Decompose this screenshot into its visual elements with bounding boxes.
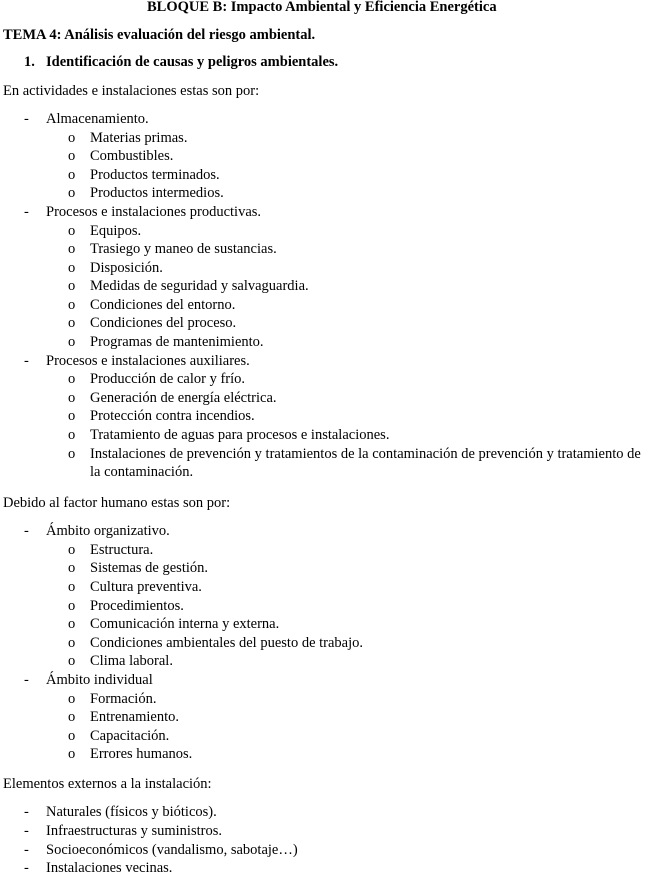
bullet-marker: o [68, 691, 76, 707]
section-number: 1. [24, 54, 35, 70]
dash-marker: - [24, 860, 29, 876]
bullet-marker: o [68, 616, 76, 632]
group-label-individual: Ámbito individual [46, 672, 153, 688]
list-item: Infraestructuras y suministros. [46, 823, 222, 839]
list-item: Productos intermedios. [90, 185, 224, 201]
bullet-marker: o [68, 542, 76, 558]
bullet-marker: o [68, 728, 76, 744]
bullet-marker: o [68, 334, 76, 350]
section-title: Identificación de causas y peligros ambientales. [46, 54, 339, 70]
bullet-marker: o [68, 560, 76, 576]
list-item: Protección contra incendios. [90, 408, 255, 424]
bullet-marker: o [68, 635, 76, 651]
dash-marker: - [24, 204, 29, 220]
list-item: Condiciones ambientales del puesto de trabajo. [90, 635, 364, 651]
bullet-marker: o [68, 408, 76, 424]
intro-activities: En actividades e instalaciones estas son por: [3, 83, 260, 99]
list-item: Instalaciones vecinas. [46, 860, 173, 876]
group-label-production: Procesos e instalaciones productivas. [46, 204, 262, 220]
bullet-marker: o [68, 148, 76, 164]
bullet-marker: o [68, 446, 76, 462]
bullet-marker: o [68, 709, 76, 725]
bullet-marker: o [68, 371, 76, 387]
list-item: Tratamiento de aguas para procesos e instalaciones. [90, 427, 390, 443]
bullet-marker: o [68, 241, 76, 257]
list-item: Condiciones del proceso. [90, 315, 237, 331]
bullet-marker: o [68, 260, 76, 276]
list-item: Socioeconómicos (vandalismo, sabotaje…) [46, 842, 298, 858]
list-item: Naturales (físicos y bióticos). [46, 804, 217, 820]
bullet-marker: o [68, 185, 76, 201]
group-label-auxiliary: Procesos e instalaciones auxiliares. [46, 353, 250, 369]
list-item: Producción de calor y frío. [90, 371, 246, 387]
list-item: Estructura. [90, 542, 154, 558]
dash-marker: - [24, 842, 29, 858]
list-item: Disposición. [90, 260, 163, 276]
list-item: Instalaciones de prevención y tratamientos de la contaminación de prevención y tratamiento de [90, 446, 641, 462]
list-item: Generación de energía eléctrica. [90, 390, 277, 406]
list-item: Productos terminados. [90, 167, 220, 183]
list-item: Procedimientos. [90, 598, 184, 614]
list-item: Comunicación interna y externa. [90, 616, 280, 632]
dash-marker: - [24, 804, 29, 820]
bullet-marker: o [68, 223, 76, 239]
dash-marker: - [24, 523, 29, 539]
bullet-marker: o [68, 315, 76, 331]
bullet-marker: o [68, 579, 76, 595]
list-item: Combustibles. [90, 148, 174, 164]
bullet-marker: o [68, 598, 76, 614]
bullet-marker: o [68, 427, 76, 443]
bullet-marker: o [68, 746, 76, 762]
list-item-continuation: la contaminación. [90, 464, 194, 480]
bullet-marker: o [68, 130, 76, 146]
list-item: Condiciones del entorno. [90, 297, 236, 313]
list-item: Entrenamiento. [90, 709, 179, 725]
list-item: Materias primas. [90, 130, 188, 146]
list-item: Formación. [90, 691, 157, 707]
intro-external: Elementos externos a la instalación: [3, 776, 212, 792]
bullet-marker: o [68, 297, 76, 313]
dash-marker: - [24, 353, 29, 369]
list-item: Trasiego y maneo de sustancias. [90, 241, 277, 257]
list-item: Capacitación. [90, 728, 170, 744]
dash-marker: - [24, 823, 29, 839]
bullet-marker: o [68, 167, 76, 183]
bullet-marker: o [68, 653, 76, 669]
dash-marker: - [24, 111, 29, 127]
block-title: BLOQUE B: Impacto Ambiental y Eficiencia Energética [147, 0, 497, 15]
list-item: Equipos. [90, 223, 142, 239]
dash-marker: - [24, 672, 29, 688]
list-item: Cultura preventiva. [90, 579, 202, 595]
topic-title: TEMA 4: Análisis evaluación del riesgo ambiental. [3, 27, 316, 43]
list-item: Clima laboral. [90, 653, 173, 669]
list-item: Medidas de seguridad y salvaguardia. [90, 278, 309, 294]
list-item: Programas de mantenimiento. [90, 334, 264, 350]
bullet-marker: o [68, 278, 76, 294]
list-item: Sistemas de gestión. [90, 560, 209, 576]
intro-human-factor: Debido al factor humano estas son por: [3, 495, 231, 511]
group-label-organizational: Ámbito organizativo. [46, 523, 170, 539]
bullet-marker: o [68, 390, 76, 406]
list-item: Errores humanos. [90, 746, 193, 762]
group-label-storage: Almacenamiento. [46, 111, 149, 127]
